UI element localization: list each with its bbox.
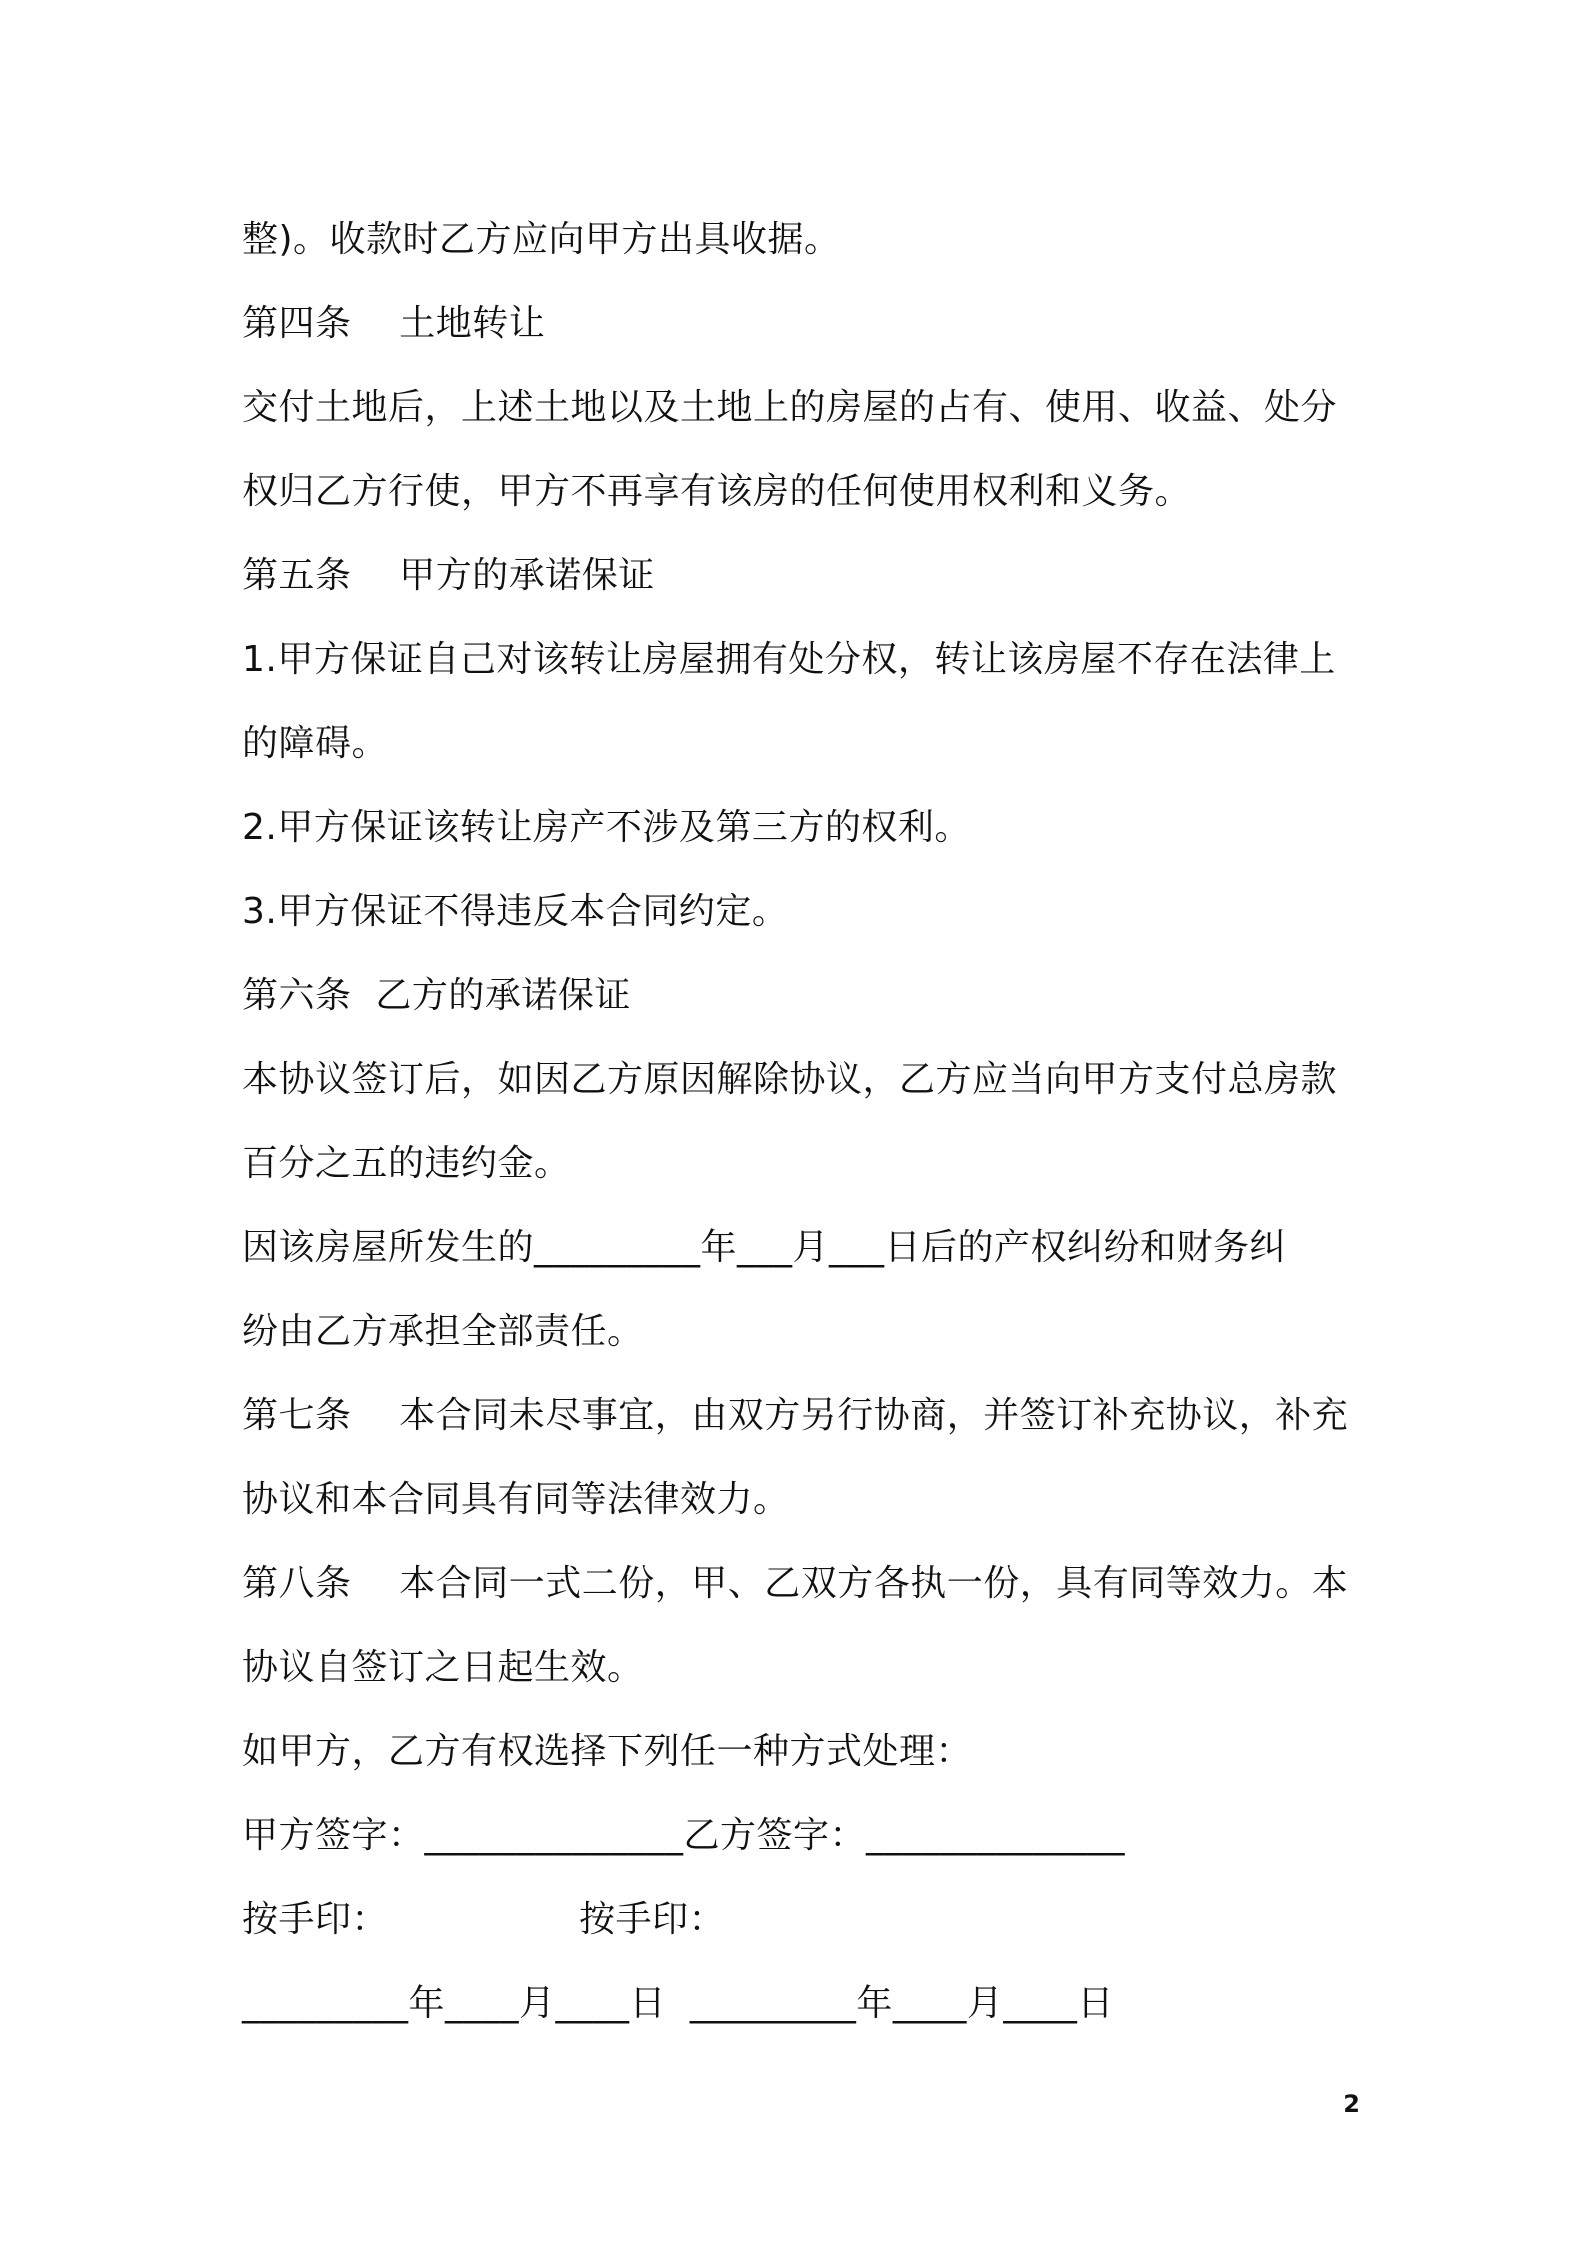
- text-line: 协议和本合同具有同等法律效力。: [242, 1479, 790, 1520]
- text-line: 3.甲方保证不得违反本合同约定。: [242, 891, 789, 932]
- text-line: 整)。收款时乙方应向甲方出具收据。: [242, 219, 841, 260]
- text-line: 纷由乙方承担全部责任。: [242, 1311, 644, 1352]
- text-line: 百分之五的违约金。: [242, 1143, 571, 1184]
- text-line: 交付土地后，上述土地以及土地上的房屋的占有、使用、收益、处分: [242, 387, 1338, 428]
- fingerprint-line: 按手印： 按手印：: [242, 1899, 726, 1940]
- text-line: 因该房屋所发生的_________年___月___日后的产权纠纷和财务纠: [242, 1227, 1287, 1268]
- text-line: 1.甲方保证自己对该转让房屋拥有处分权，转让该房屋不存在法律上: [242, 639, 1336, 680]
- section-heading-article-4: 第四条 土地转让: [242, 303, 546, 344]
- section-heading-article-6: 第六条 乙方的承诺保证: [242, 975, 631, 1016]
- section-heading-article-7: 第七条 本合同未尽事宜，由双方另行协商，并签订补充协议，补充: [242, 1395, 1349, 1436]
- text-line: 权归乙方行使，甲方不再享有该房的任何使用权利和义务。: [242, 471, 1192, 512]
- section-heading-article-5: 第五条 甲方的承诺保证: [242, 555, 655, 596]
- text-line: 的障碍。: [242, 723, 389, 764]
- section-heading-article-8: 第八条 本合同一式二份，甲、乙双方各执一份，具有同等效力。本: [242, 1563, 1349, 1604]
- text-line: 如甲方，乙方有权选择下列任一种方式处理：: [242, 1731, 973, 1772]
- signature-line: 甲方签字：______________乙方签字：______________: [242, 1815, 1126, 1856]
- text-line: 协议自签订之日起生效。: [242, 1647, 644, 1688]
- document-body: [242, 198, 1362, 2046]
- text-line: 2.甲方保证该转让房产不涉及第三方的权利。: [242, 807, 971, 848]
- page-number: 2: [1343, 2090, 1360, 2118]
- date-line: _________年____月____日 _________年____月____日: [242, 1983, 1114, 2024]
- text-line: 本协议签订后，如因乙方原因解除协议，乙方应当向甲方支付总房款: [242, 1059, 1338, 1100]
